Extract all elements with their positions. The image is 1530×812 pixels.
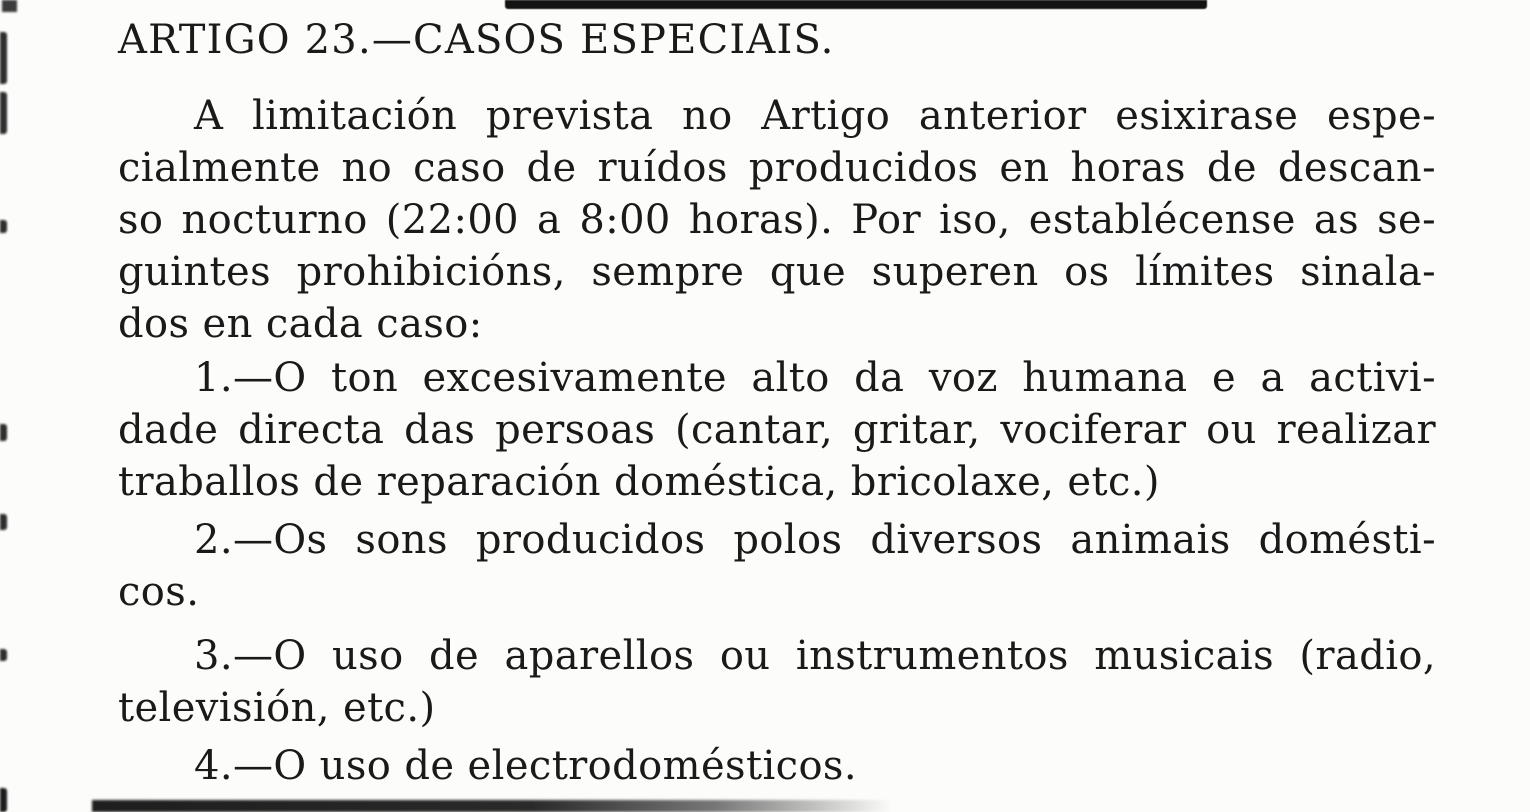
list-item-1-line: 1.—O ton excesivamente alto da voz humana e a activi- [194, 355, 1436, 401]
scan-artifact-edge-mark [0, 514, 7, 530]
intro-paragraph-line: so nocturno (22:00 a 8:00 horas). Por iso, establécense as se- [118, 197, 1436, 243]
scan-artifact-edge-mark [0, 92, 7, 134]
intro-paragraph-line: guintes prohibicións, sempre que superen os límites sinala- [118, 249, 1436, 295]
list-item-3-line: 3.—O uso de aparellos ou instrumentos musicais (radio, [194, 633, 1436, 679]
scan-artifact-edge-mark [0, 649, 7, 661]
scan-artifact-edge-mark [0, 220, 7, 233]
scan-artifact-bottom-bar [92, 800, 892, 812]
intro-paragraph-line: cialmente no caso de ruídos producidos en horas de descan- [118, 145, 1436, 191]
list-item-3-line: televisión, etc.) [118, 685, 436, 731]
scan-artifact-top-bar [505, 0, 1207, 9]
list-item-1-line: traballos de reparación doméstica, bricolaxe, etc.) [118, 459, 1160, 505]
list-item-4-line: 4.—O uso de electrodomésticos. [194, 743, 857, 789]
scan-artifact-edge-mark [0, 788, 7, 812]
document-text [118, 14, 1436, 792]
list-item-1-line: dade directa das persoas (cantar, gritar, vociferar ou realizar [118, 407, 1436, 453]
intro-paragraph-line: A limitación prevista no Artigo anterior esixirase espe- [194, 93, 1436, 139]
intro-paragraph-line: dos en cada caso: [118, 301, 483, 347]
article-heading: ARTIGO 23.—CASOS ESPECIAIS. [118, 17, 835, 63]
scan-artifact-edge-mark [0, 424, 7, 441]
list-item-2-line: 2.—Os sons producidos polos diversos animais domésti- [194, 517, 1436, 563]
list-item-2-line: cos. [118, 569, 200, 615]
scan-artifact-edge-mark [0, 32, 7, 84]
scan-artifact-corner-mark [2, 0, 17, 12]
